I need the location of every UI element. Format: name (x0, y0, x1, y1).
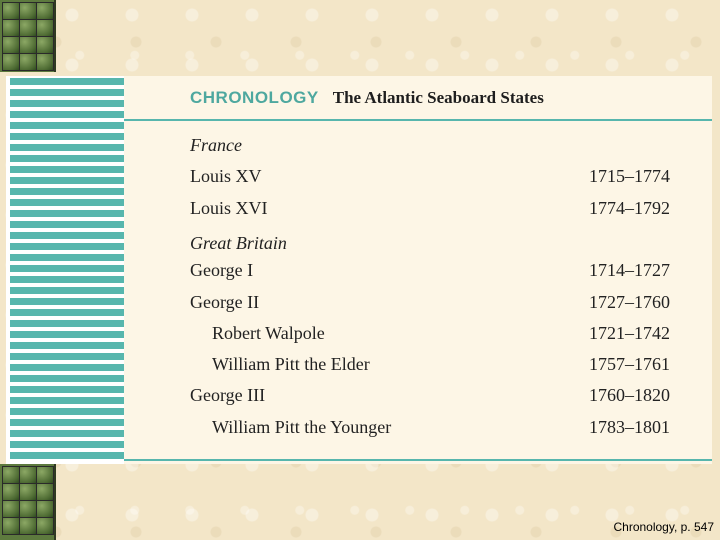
ruler-name: Louis XV (190, 166, 262, 186)
ruler-name: William Pitt the Younger (212, 417, 392, 437)
tile-pattern-icon (2, 53, 20, 71)
tile-pattern-icon (36, 53, 54, 71)
tile-pattern-icon (19, 483, 37, 501)
tile-pattern-icon (36, 483, 54, 501)
tile-pattern-icon (2, 466, 20, 484)
tile-pattern-icon (36, 2, 54, 20)
tile-pattern-icon (19, 466, 37, 484)
tile-pattern-icon (36, 36, 54, 54)
decorative-stripes (6, 78, 124, 460)
ruler-name: Robert Walpole (212, 323, 325, 343)
reign-years: 1721–1742 (589, 323, 670, 343)
header-rule (124, 119, 712, 121)
footer-rule (124, 459, 712, 461)
tile-pattern-icon (36, 19, 54, 37)
chronology-row (190, 198, 670, 222)
reign-years: 1715–1774 (589, 166, 670, 186)
section-heading (190, 135, 670, 159)
tile-pattern-icon (19, 2, 37, 20)
chronology-header (190, 88, 544, 108)
chronology-row (190, 260, 670, 284)
section-title: Great Britain (190, 233, 287, 253)
stripe-edge (6, 78, 10, 460)
ruler-name: George III (190, 385, 266, 405)
tile-pattern-icon (2, 483, 20, 501)
reign-years: 1727–1760 (589, 292, 670, 312)
ruler-name: William Pitt the Elder (212, 354, 370, 374)
tile-pattern-icon (36, 500, 54, 518)
reign-years: 1757–1761 (589, 354, 670, 374)
tile-pattern-icon (2, 500, 20, 518)
section-heading (190, 233, 670, 257)
tile-pattern-icon (19, 517, 37, 535)
tile-pattern-icon (36, 517, 54, 535)
ruler-name: George I (190, 260, 254, 280)
decorative-tile-strip-bottom (0, 464, 56, 540)
chronology-row (190, 385, 670, 409)
ruler-name: George II (190, 292, 260, 312)
chronology-label: CHRONOLOGY (190, 88, 319, 107)
chronology-row (190, 417, 670, 441)
reign-years: 1714–1727 (589, 260, 670, 280)
tile-pattern-icon (2, 517, 20, 535)
reign-years: 1783–1801 (589, 417, 670, 437)
tile-pattern-icon (19, 19, 37, 37)
chronology-row (190, 354, 670, 378)
chronology-row (190, 323, 670, 347)
tile-pattern-icon (2, 19, 20, 37)
tile-pattern-icon (36, 466, 54, 484)
chronology-row (190, 166, 670, 190)
tile-pattern-icon (19, 36, 37, 54)
chronology-row (190, 292, 670, 316)
tile-pattern-icon (19, 500, 37, 518)
decorative-tile-strip-top (0, 0, 56, 72)
reign-years: 1774–1792 (589, 198, 670, 218)
tile-pattern-icon (2, 36, 20, 54)
tile-pattern-icon (19, 53, 37, 71)
reign-years: 1760–1820 (589, 385, 670, 405)
section-title: France (190, 135, 242, 155)
chronology-title: The Atlantic Seaboard States (332, 88, 544, 107)
ruler-name: Louis XVI (190, 198, 268, 218)
slide-caption: Chronology, p. 547 (613, 520, 714, 534)
tile-pattern-icon (2, 2, 20, 20)
